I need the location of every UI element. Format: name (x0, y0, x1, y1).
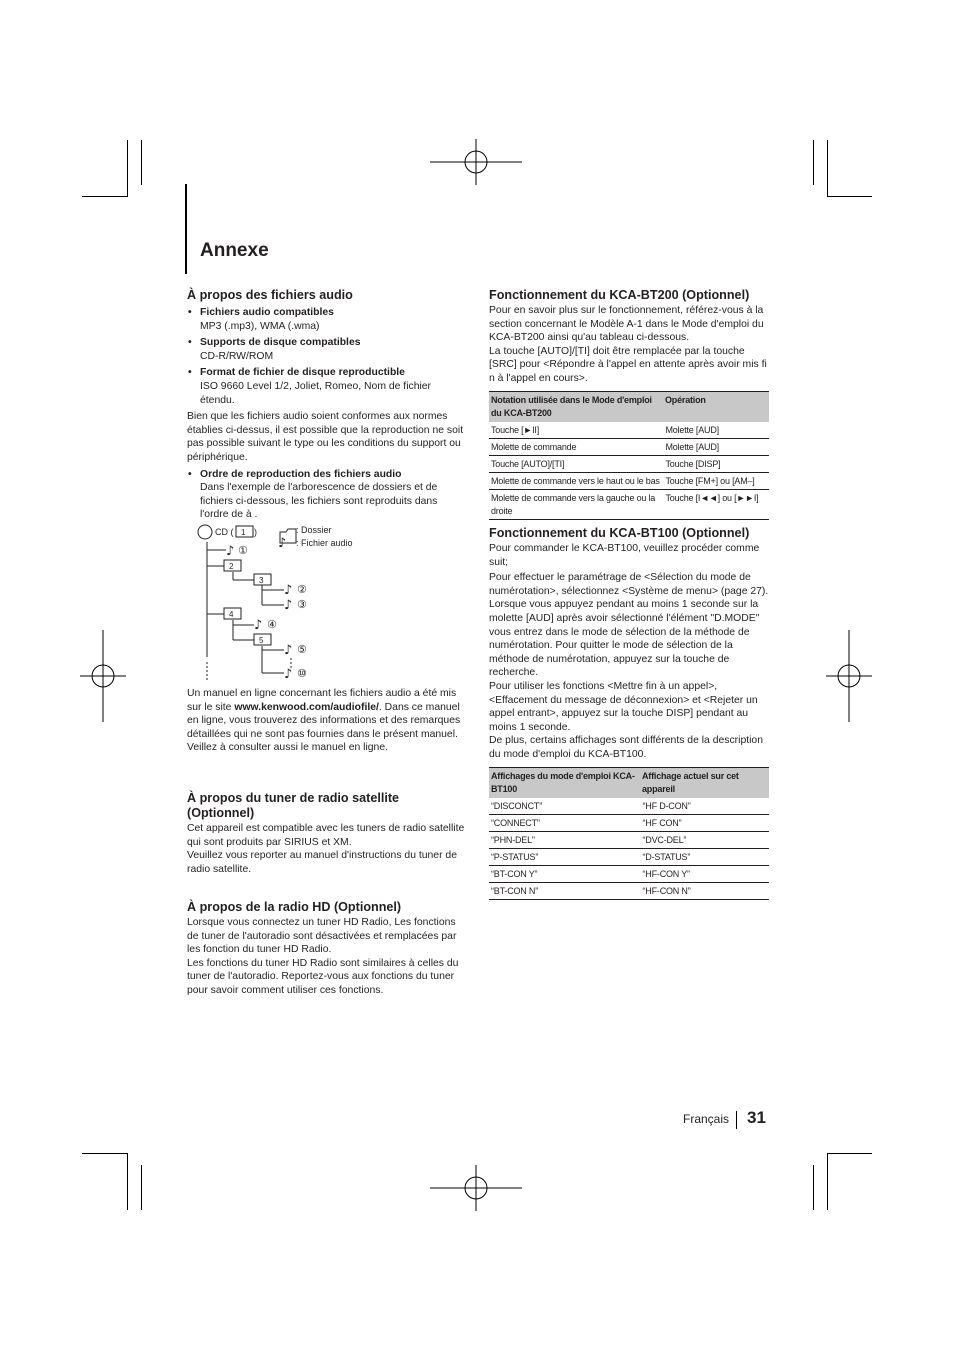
table-cell: “HF D-CON” (640, 798, 769, 815)
satellite-paragraph: Veuillez vous reporter au manuel d'instructions du tuner de radio satellite. (187, 850, 457, 875)
table-row (489, 831, 769, 848)
bullet-title: • Supports de disque compatibles (187, 336, 467, 350)
bullet-title: • Fichiers audio compatibles (187, 306, 467, 320)
hd-heading: À propos de la radio HD (Optionnel) (187, 900, 402, 914)
registration-mark-icon (826, 630, 872, 722)
crop-mark (141, 1165, 142, 1210)
bt100-paragraph: Pour commander le KCA-BT100, veuillez procéder comme suit; (489, 543, 760, 568)
table-cell: Molette de commande (489, 438, 663, 455)
table-cell: Molette de commande vers le haut ou le bas (489, 472, 663, 489)
table-header: Affichage actuel sur cet appareil (640, 767, 769, 798)
table-row (489, 455, 769, 472)
file-number: ⑤ (297, 643, 307, 656)
crop-mark (827, 1153, 872, 1154)
file-number: ④ (267, 618, 277, 631)
music-note-icon: ♪ (226, 544, 235, 559)
footer-separator (736, 1111, 737, 1129)
bt100-table (489, 767, 769, 900)
file-number: ⑩ (297, 667, 307, 680)
table-cell: “HF-CON N” (640, 882, 769, 899)
satellite-section (187, 791, 467, 876)
bt100-section (489, 526, 771, 900)
bt100-heading: Fonctionnement du KCA-BT100 (Optionnel) (489, 526, 750, 540)
table-cell: “BT-CON Y” (489, 865, 640, 882)
folder-label: 5 (259, 636, 264, 645)
table-row (489, 814, 769, 831)
folder-legend: : Dossier (296, 525, 332, 535)
bullet-text: MP3 (.mp3), WMA (.wma) (200, 320, 320, 332)
music-note-icon: ♪ (278, 536, 287, 551)
audio-paragraph: Bien que les fichiers audio soient conformes aux normes établies ci-dessus, il est possible que la reproduction ne soit pas possible suivant le type ou les conditions du support ou périphérique. (187, 411, 464, 463)
bullet-file-format (187, 366, 467, 407)
table-cell: “P-STATUS” (489, 848, 640, 865)
crop-mark (827, 1153, 828, 1210)
table-cell: Touche [I◄◄] ou [►►I] (663, 489, 769, 519)
svg-text:): ) (254, 527, 257, 537)
table-cell: “BT-CON N” (489, 882, 640, 899)
crop-mark (827, 196, 872, 197)
table-row (489, 489, 769, 519)
music-note-icon: ♪ (284, 598, 293, 613)
file-number: ③ (297, 598, 307, 611)
table-cell: Molette [AUD] (663, 422, 769, 439)
bt200-paragraph: La touche [AUTO]/[TI] doit être remplacée par la touche [SRC] pour <Répondre à l'appel en attente après avoir mis fi n à l'appel en cours>. (489, 345, 767, 384)
table-cell: “DISCONCT” (489, 798, 640, 815)
folder-label: 4 (229, 610, 234, 619)
table-row (489, 422, 769, 439)
hd-paragraph: Lorsque vous connectez un tuner HD Radio, Les fonctions de tuner de l'autoradio sont désactivées et remplacées par les fonction du tuner HD Radio. (187, 917, 457, 956)
file-number: ① (238, 544, 248, 557)
bullet-text: Dans l'exemple de l'arborescence de dossiers et de fichiers ci-dessous, les fichiers sont reproduits dans l'ordre de à . (200, 482, 438, 521)
table-cell: “DVC-DEL” (640, 831, 769, 848)
crop-mark (141, 140, 142, 185)
table-cell: “PHN-DEL” (489, 831, 640, 848)
folder-label: 3 (259, 576, 264, 585)
page-title: Annexe (200, 240, 269, 261)
satellite-paragraph: Cet appareil est compatible avec les tuners de radio satellite qui sont produits par SIRIUS et XM. (187, 823, 465, 848)
audiofile-link[interactable]: www.kenwood.com/audiofile/ (234, 701, 379, 713)
bullet-title: • Format de fichier de disque reproductible (187, 366, 467, 380)
left-column-lower (187, 687, 467, 755)
online-manual-paragraph: Un manuel en ligne concernant les fichiers audio a été mis sur le site www.kenwood.com/audiofile/. Dans ce manuel en ligne, vous trouverez des informations et des remarques détaillées qui ne sont pas fournies dans le présent manuel. Veillez à consulter aussi le manuel en ligne. (187, 688, 461, 754)
title-bar (185, 184, 187, 274)
bt100-paragraph: Pour effectuer le paramétrage de <Sélection du mode de numérotation>, sélectionnez <Système de menu> (page 27). Lorsque vous appuyez pendant au moins 1 seconde sur la molette [AUD] après avoir sélectionné l'élément "D.MODE" vous entrez dans le mode de sélection de la méthode de numérotation. Pour quitter le mode de sélection de la méthode de numérotation, appuyez sur la touche de recherche. (489, 572, 769, 679)
table-row (489, 848, 769, 865)
table-row (489, 882, 769, 899)
table-row (489, 438, 769, 455)
crop-mark (127, 140, 128, 197)
table-cell: Touche [►II] (489, 422, 663, 439)
folder-label: 1 (241, 528, 246, 537)
hd-radio-section (187, 900, 467, 998)
file-number: ② (297, 583, 307, 596)
crop-mark (813, 1165, 814, 1210)
table-cell: Molette de commande vers la gauche ou la droite (489, 489, 663, 519)
bt200-table (489, 391, 769, 520)
crop-mark (813, 140, 814, 185)
left-column (187, 288, 467, 522)
bt100-paragraph: De plus, certains affichages sont différents de la description du mode d'emploi du KCA-BT100. (489, 735, 763, 760)
bullet-compatible-files (187, 306, 467, 333)
bt200-paragraph: Pour en savoir plus sur le fonctionnement, référez-vous à la section concernant le Modèle A-1 dans le Mode d'emploi du KCA-BT200 ainsi qu'au tableau ci-dessous. (489, 305, 764, 344)
registration-mark-icon (430, 139, 522, 185)
file-legend: : Fichier audio (296, 538, 353, 548)
crop-mark (82, 196, 127, 197)
bullet-compatible-media (187, 336, 467, 363)
table-cell: “HF-CON Y” (640, 865, 769, 882)
table-cell: “D-STATUS” (640, 848, 769, 865)
table-cell: Molette [AUD] (663, 438, 769, 455)
music-note-icon: ♪ (254, 618, 263, 633)
satellite-heading: À propos du tuner de radio satellite (Optionnel) (187, 791, 400, 820)
table-cell: Touche [FM+] ou [AM–] (663, 472, 769, 489)
table-row (489, 472, 769, 489)
table-header: Affichages du mode d'emploi KCA-BT100 (489, 767, 640, 798)
bullet-play-order (187, 468, 467, 522)
footer-language: Français (683, 1112, 730, 1126)
crop-mark (827, 140, 828, 197)
table-header: Notation utilisée dans le Mode d'emploi du KCA-BT200 (489, 391, 663, 422)
table-cell: Touche [DISP] (663, 455, 769, 472)
table-cell: Touche [AUTO]/[TI] (489, 455, 663, 472)
music-note-icon: ♪ (284, 643, 293, 658)
registration-mark-icon (80, 630, 126, 722)
audio-heading: À propos des fichiers audio (187, 288, 353, 302)
cd-label: CD ( (215, 527, 234, 537)
music-note-icon: ♪ (284, 667, 293, 682)
folder-label: 2 (229, 562, 234, 571)
table-header: Opération (663, 391, 769, 422)
table-cell: “HF CON” (640, 814, 769, 831)
bullet-text: CD-R/RW/ROM (200, 350, 274, 362)
table-row (489, 865, 769, 882)
page-number: 31 (747, 1108, 766, 1127)
bt200-section (489, 288, 771, 520)
hd-paragraph: Les fonctions du tuner HD Radio sont similaires à celles du tuner de l'autoradio. Reportez-vous aux fonctions du tuner pour savoir comment utiliser ces fonctions. (187, 957, 459, 996)
registration-mark-icon (430, 1165, 522, 1211)
bt100-paragraph: Pour utiliser les fonctions <Mettre fin à un appel>, <Effacement du message de déconnexion> et <Rejeter un appel entrant>, appuyez sur la touche DISP] pendant au moins 1 seconde. (489, 680, 758, 733)
table-row (489, 798, 769, 815)
music-note-icon: ♪ (284, 583, 293, 598)
bullet-text: ISO 9660 Level 1/2, Joliet, Romeo, Nom de fichier étendu. (200, 380, 432, 406)
bullet-title: • Ordre de reproduction des fichiers audio (187, 468, 467, 482)
crop-mark (82, 1153, 127, 1154)
table-cell: “CONNECT” (489, 814, 640, 831)
folder-tree-diagram (196, 522, 376, 684)
crop-mark (127, 1153, 128, 1210)
bt200-heading: Fonctionnement du KCA-BT200 (Optionnel) (489, 288, 750, 302)
